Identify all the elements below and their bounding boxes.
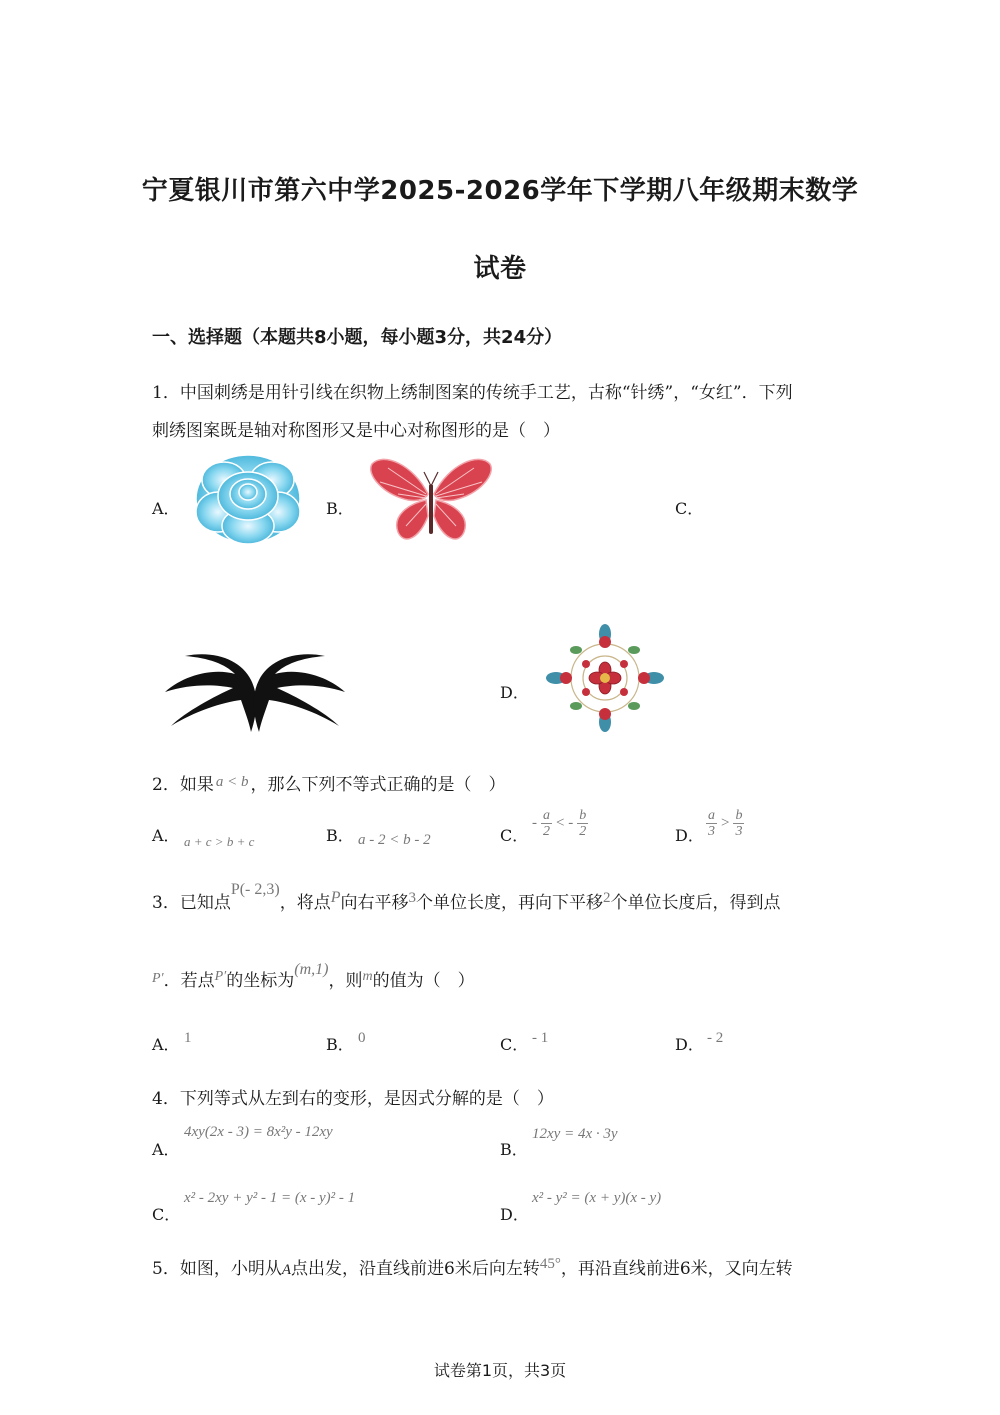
q3-l2-a: ．若点 bbox=[163, 971, 215, 991]
document-title: 宁夏银川市第六中学2025-2026学年下学期八年级期末数学 bbox=[141, 176, 859, 206]
q3-option-b-value: 0 bbox=[358, 1030, 366, 1046]
q2-c-den1: 2 bbox=[543, 824, 550, 839]
q3-p3: 向右平移 bbox=[340, 893, 409, 913]
q3-m: m bbox=[362, 969, 373, 984]
q4-option-c-label: C． bbox=[152, 1205, 181, 1224]
q3-option-a-label: A． bbox=[152, 1035, 180, 1054]
document-title-line2: 试卷 bbox=[473, 254, 527, 284]
q2-prefix: 2．如果 bbox=[152, 775, 214, 795]
q3-option-b-label: B． bbox=[326, 1035, 354, 1054]
q1-option-d-label: D． bbox=[500, 683, 529, 702]
embroidery-medallion-image bbox=[546, 624, 664, 736]
q5-degree: 45° bbox=[539, 1256, 561, 1272]
q2-option-b-label: B． bbox=[326, 826, 354, 845]
q3-stem-line1 bbox=[152, 881, 781, 913]
q3-stem-line2 bbox=[152, 961, 475, 991]
q3-p2: ，将点 bbox=[279, 893, 331, 913]
peony-flower-image bbox=[194, 452, 302, 550]
q3-p5: 个单位长度后，得到点 bbox=[610, 893, 781, 913]
q2-c-num2: b bbox=[579, 808, 587, 823]
q2-option-a-math: a + c > b + c bbox=[184, 834, 255, 849]
q2-c-frac2 bbox=[577, 808, 588, 839]
q4-stem: 4．下列等式从左到右的变形，是因式分解的是（ ） bbox=[152, 1089, 554, 1109]
q5-A: A bbox=[281, 1262, 291, 1278]
q2-option-d-label: D． bbox=[675, 826, 704, 845]
q3-pprime: P′ bbox=[152, 971, 164, 986]
q5-stem bbox=[152, 1254, 793, 1279]
q2-c-op: < - bbox=[556, 815, 574, 831]
q2-stem bbox=[152, 770, 505, 795]
q5-p1: 5．如图，小明从 bbox=[152, 1259, 282, 1279]
q3-n3: 3 bbox=[408, 890, 416, 906]
q4-option-a-math: 4xy(2x - 3) = 8x²y - 12xy bbox=[184, 1124, 333, 1140]
q2-suffix: ，那么下列不等式正确的是（ ） bbox=[250, 775, 506, 795]
q5-p3: ，再沿直线前进6米，又向左转 bbox=[560, 1259, 793, 1279]
page-footer: 试卷第1页，共3页 bbox=[433, 1361, 567, 1380]
q2-c-den2: 2 bbox=[579, 824, 587, 839]
q2-d-den1: 3 bbox=[708, 824, 715, 839]
q3-l2-d: 的值为（ ） bbox=[372, 971, 475, 991]
q3-pprime2: P′ bbox=[214, 969, 227, 984]
q2-d-op: > bbox=[721, 815, 730, 831]
q4-option-c-math: x² - 2xy + y² - 1 = (x - y)² - 1 bbox=[184, 1190, 356, 1206]
q2-d-num2: b bbox=[735, 808, 743, 823]
q3-option-d-value: - 2 bbox=[707, 1030, 724, 1046]
q3-n2: 2 bbox=[603, 890, 611, 906]
q2-c-num1: a bbox=[543, 808, 550, 823]
q2-c-frac1 bbox=[541, 808, 552, 839]
q2-d-den2: 3 bbox=[735, 824, 743, 839]
q2-c-minus: - bbox=[532, 815, 537, 831]
q3-l2-c: ，则 bbox=[328, 971, 363, 991]
q2-option-a-label: A． bbox=[152, 826, 180, 845]
q4-option-a-label: A． bbox=[152, 1140, 180, 1159]
q4-option-d-label: D． bbox=[500, 1205, 529, 1224]
q1-stem-line2: 刺绣图案既是轴对称图形又是中心对称图形的是（ ） bbox=[152, 421, 560, 441]
section-heading: 一、选择题（本题共8小题，每小题3分，共24分） bbox=[152, 327, 563, 348]
q3-point: P(- 2,3) bbox=[230, 881, 280, 898]
q3-coord: (m,1) bbox=[294, 961, 329, 978]
q1-option-a-label: A． bbox=[152, 499, 180, 518]
q1-stem-line1: 1．中国刺绣是用针引线在织物上绣制图案的传统手工艺，古称“针绣”，“女红”．下列 bbox=[152, 383, 793, 403]
q2-option-c-label: C． bbox=[500, 826, 529, 845]
q1-option-c-label: C． bbox=[675, 499, 704, 518]
q2-d-frac1 bbox=[706, 808, 717, 839]
q3-option-c-value: - 1 bbox=[532, 1030, 549, 1046]
q1-option-b-label: B． bbox=[326, 499, 354, 518]
q2-d-num1: a bbox=[708, 808, 715, 823]
q5-p2: 点出发，沿直线前进6米后向左转 bbox=[291, 1259, 540, 1279]
q2-d-frac2 bbox=[733, 808, 744, 839]
q4-option-b-label: B． bbox=[500, 1140, 528, 1159]
q3-P: P bbox=[330, 889, 341, 906]
q3-p1: 3．已知点 bbox=[152, 893, 231, 913]
q4-option-b-math: 12xy = 4x · 3y bbox=[532, 1126, 618, 1142]
swallows-image bbox=[165, 650, 345, 738]
butterfly-image bbox=[368, 454, 494, 550]
q2-option-b-math: a - 2 < b - 2 bbox=[358, 832, 431, 848]
q3-option-d-label: D． bbox=[675, 1035, 704, 1054]
q2-option-d-math bbox=[706, 808, 744, 839]
q2-condition: a < b bbox=[215, 774, 249, 790]
q3-l2-b: 的坐标为 bbox=[226, 971, 295, 991]
q2-option-c-math bbox=[532, 808, 588, 839]
q3-option-c-label: C． bbox=[500, 1035, 529, 1054]
q4-option-d-math: x² - y² = (x + y)(x - y) bbox=[532, 1190, 662, 1206]
q3-option-a-value: 1 bbox=[184, 1030, 192, 1046]
q3-p4: 个单位长度，再向下平移 bbox=[416, 893, 603, 913]
